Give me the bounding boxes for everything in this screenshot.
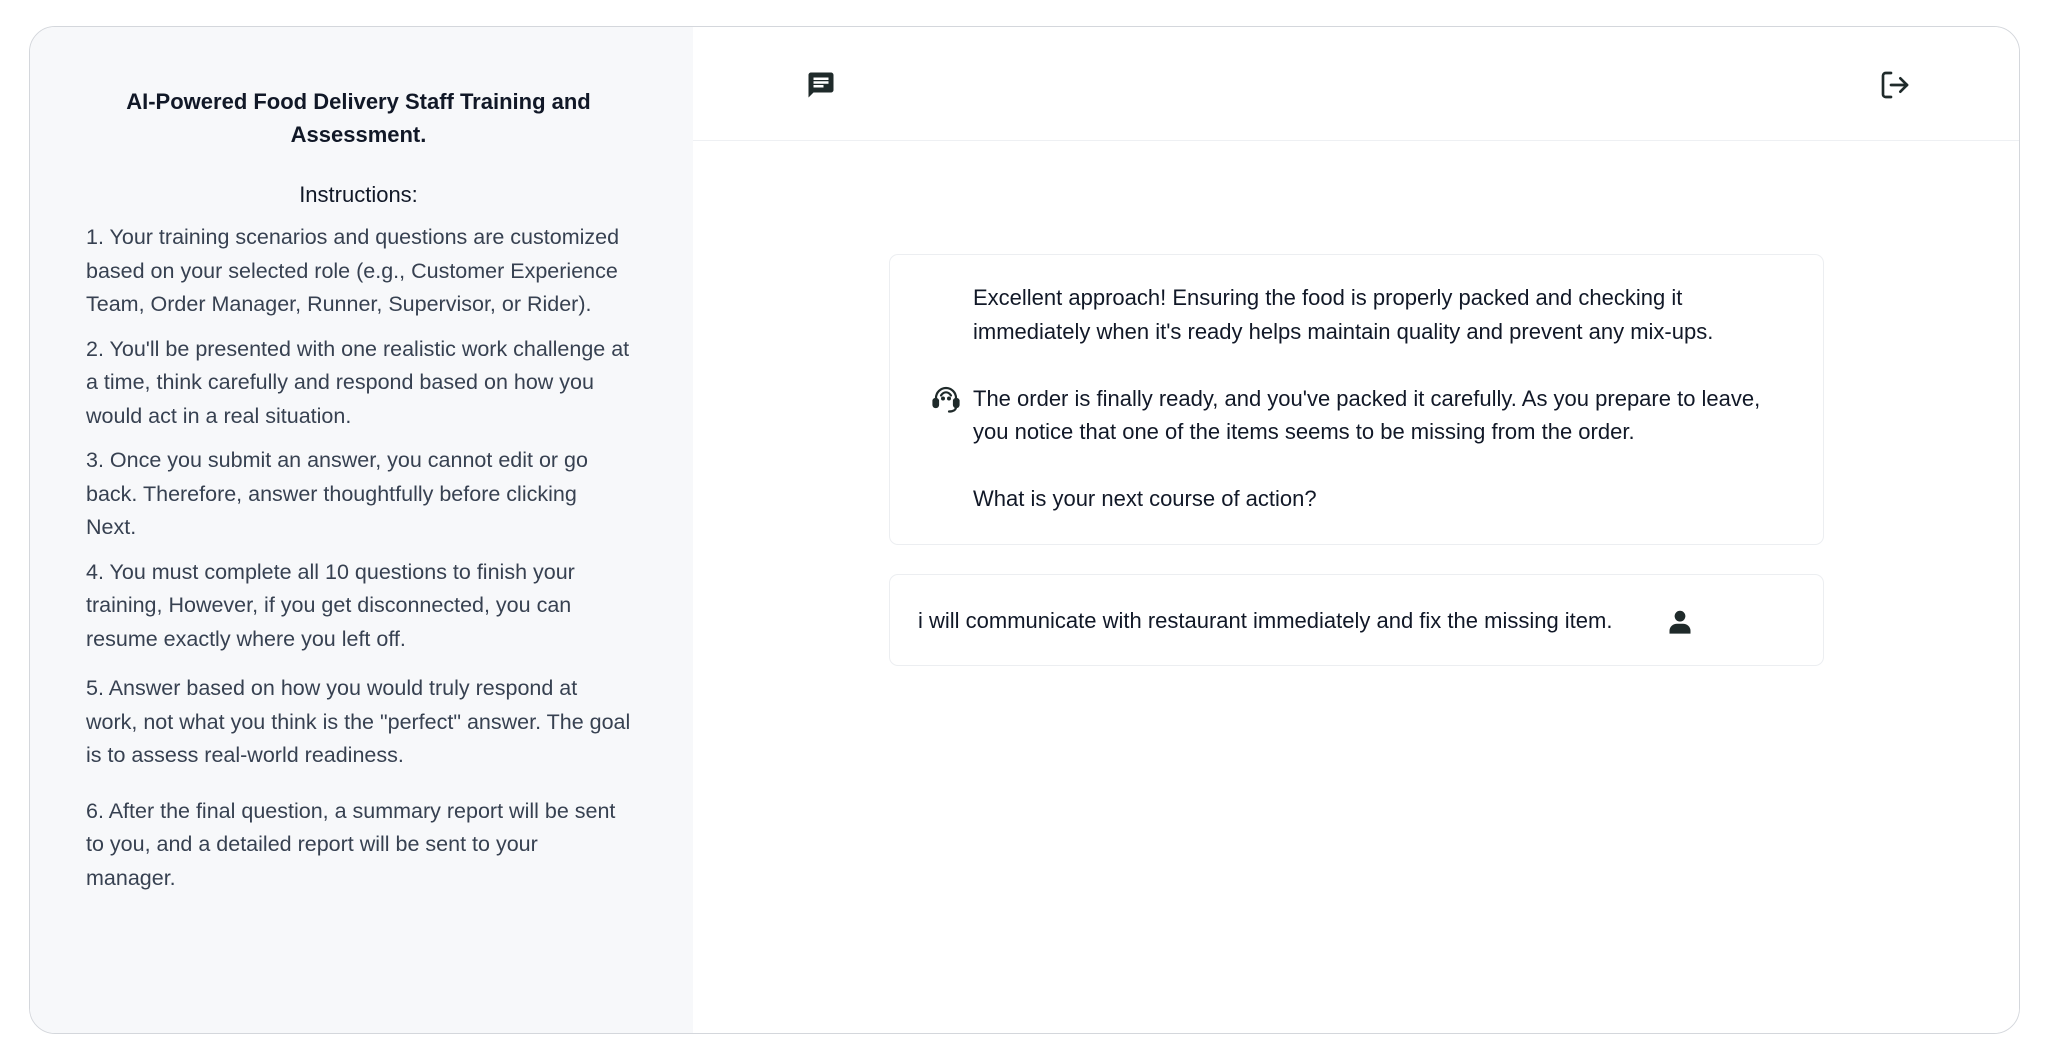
chat-panel bbox=[693, 27, 2019, 1033]
instruction-item-4: 4. You must complete all 10 questions to finish your training, However, if you get disconnected, you can resume exactly where you left off. bbox=[86, 559, 575, 651]
instructions-heading: Instructions: bbox=[299, 182, 418, 207]
instruction-item-3: 3. Once you submit an answer, you cannot edit or go back. Therefore, answer thoughtfully before clicking Next. bbox=[86, 448, 588, 539]
user-message bbox=[889, 574, 1824, 666]
app-window bbox=[29, 26, 2020, 1034]
instruction-item-1: 1. Your training scenarios and questions are customized based on your selected role (e.g., Customer Experience Team, Order Manager, Runner, Supervisor, or Rider). bbox=[86, 225, 620, 316]
chat-icon-graphic bbox=[806, 70, 836, 100]
headset-agent-icon bbox=[930, 384, 962, 416]
chat-icon[interactable] bbox=[801, 65, 841, 105]
bot-message-paragraph: The order is finally ready, and you've packed it carefully. As you prepare to leave, you notice that one of the items seems to be missing from the order. bbox=[973, 385, 1761, 444]
logout-icon[interactable] bbox=[1875, 65, 1915, 105]
logout-icon-graphic bbox=[1879, 69, 1911, 101]
bot-message-paragraph: Excellent approach! Ensuring the food is properly packed and checking it immediately when it's ready helps maintain quality and prevent any mix-ups. bbox=[973, 285, 1714, 344]
user-icon bbox=[1666, 608, 1694, 636]
page-title: AI-Powered Food Delivery Staff Training and Assessment. bbox=[126, 89, 591, 147]
bot-question: What is your next course of action? bbox=[973, 486, 1317, 511]
bot-message-text bbox=[973, 281, 1783, 516]
top-bar bbox=[693, 27, 2019, 141]
instructions-sidebar bbox=[30, 27, 693, 1033]
instruction-item-6: 6. After the final question, a summary report will be sent to you, and a detailed report will be sent to your manager. bbox=[86, 798, 616, 890]
bot-message bbox=[889, 254, 1824, 545]
user-message-text: i will communicate with restaurant immediately and fix the missing item. bbox=[918, 608, 1613, 633]
instruction-item-5: 5. Answer based on how you would truly respond at work, not what you think is the "perfect" answer. The goal is to assess real-world readiness. bbox=[86, 676, 631, 767]
instruction-item-2: 2. You'll be presented with one realistic work challenge at a time, think carefully and respond based on how you would act in a real situation. bbox=[86, 336, 630, 428]
